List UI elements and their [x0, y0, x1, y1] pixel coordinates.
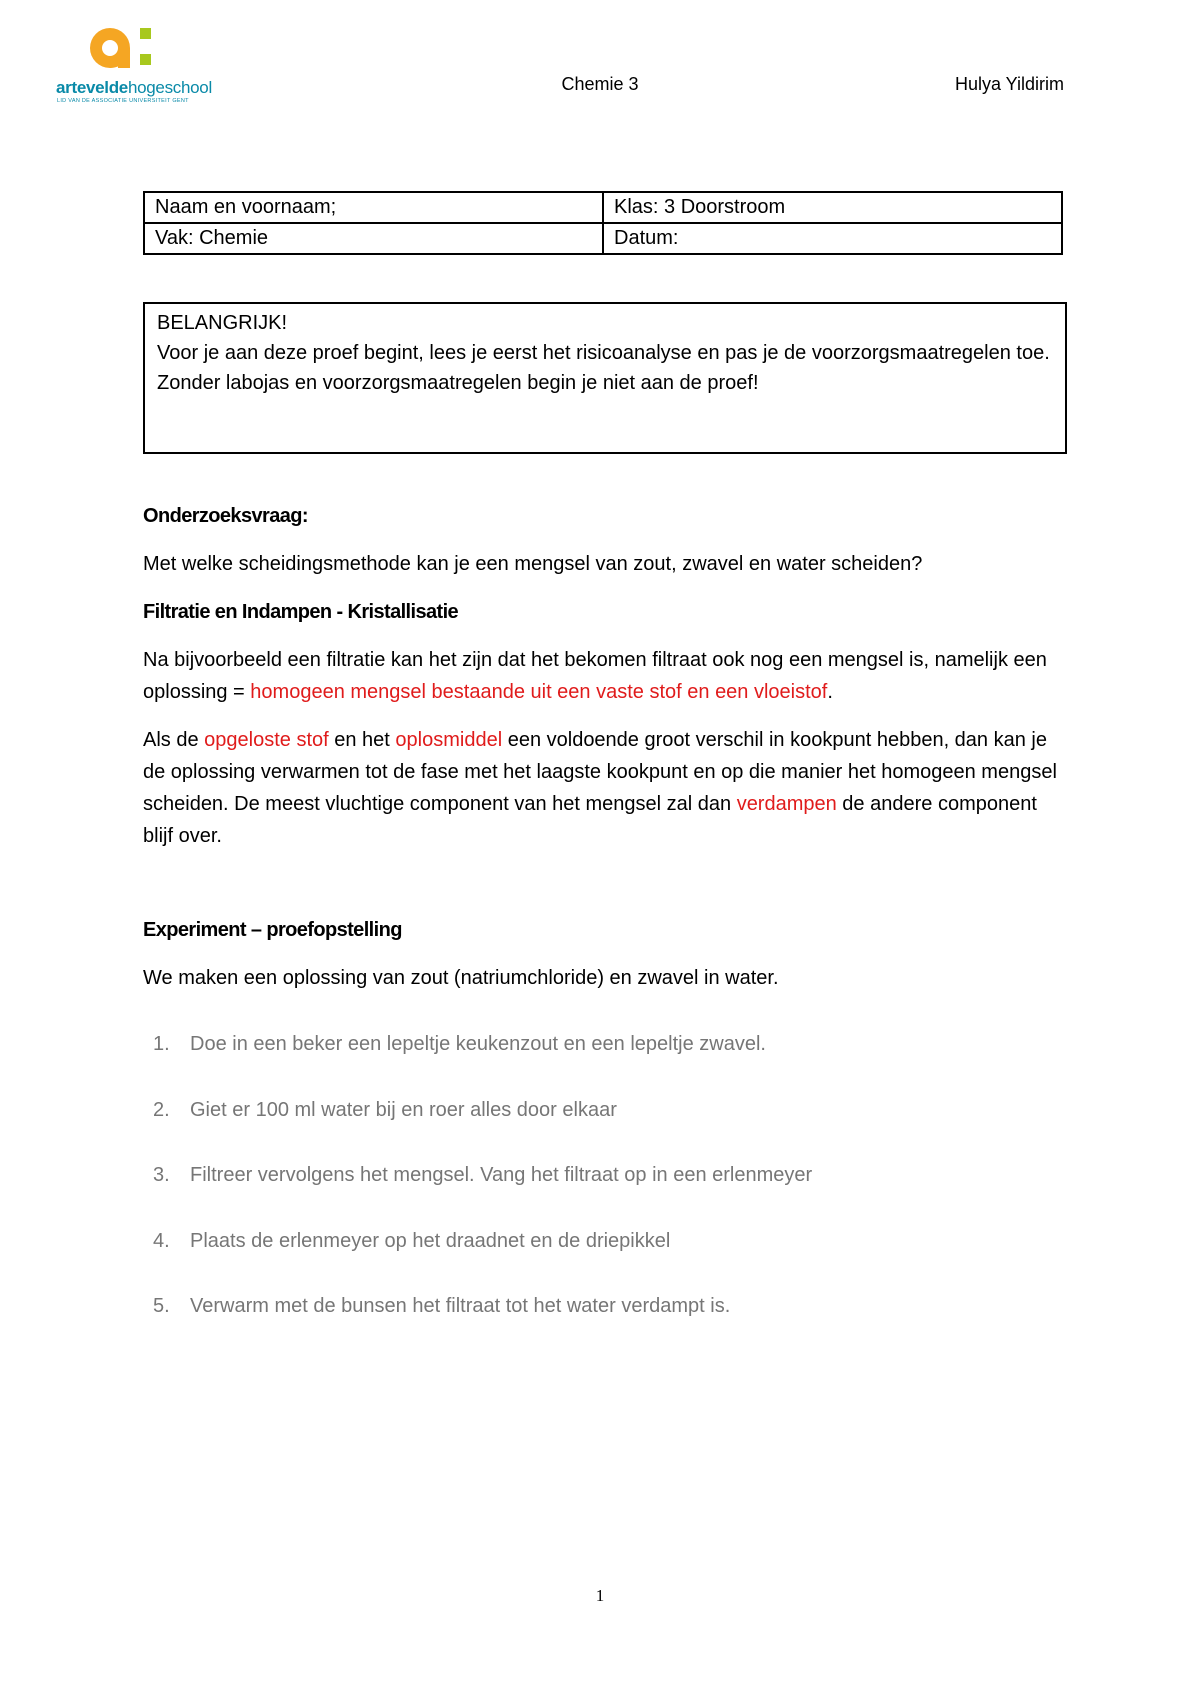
definition-highlight: homogeen mengsel bestaande uit een vaste stof en een vloeistof	[250, 681, 828, 703]
term-highlight: oplosmiddel	[395, 729, 503, 751]
experiment-heading: Experiment – proefopstelling	[143, 919, 402, 941]
list-item: 3. Filtreer vervolgens het mengsel. Vang het filtraat op in een erlenmeyer	[153, 1164, 813, 1186]
header-author: Hulya Yildirim	[954, 74, 1064, 94]
subject-field: Vak: Chemie	[144, 223, 603, 254]
logo-subtitle: LID VAN DE ASSOCIATIE UNIVERSITEIT GENT	[57, 98, 189, 104]
class-field: Klas: 3 Doorstroom	[603, 192, 1062, 223]
list-item: 1. Doe in een beker een lepeltje keukenzout en een lepeltje zwavel.	[153, 1033, 766, 1055]
name-field[interactable]: Naam en voornaam;	[144, 192, 603, 223]
section-heading: Filtratie en Indampen - Kristallisatie	[143, 601, 459, 623]
table-row	[144, 223, 1062, 254]
info-table	[143, 191, 1063, 255]
experiment-intro: We maken een oplossing van zout (natriumchloride) en zwavel in water.	[143, 967, 779, 989]
term-highlight: opgeloste stof	[204, 729, 329, 751]
steps-list	[143, 1028, 1063, 1356]
list-item: 5. Verwarm met de bunsen het filtraat tot het water verdampt is.	[153, 1295, 731, 1317]
date-field[interactable]: Datum:	[603, 223, 1062, 254]
term-highlight: verdampen	[736, 793, 837, 815]
main-content	[143, 500, 1063, 1356]
table-row	[144, 192, 1062, 223]
list-item: 4. Plaats de erlenmeyer op het draadnet en de driepikkel	[153, 1229, 671, 1252]
warning-title: BELANGRIJK!	[157, 312, 288, 334]
paragraph-filtration: Na bijvoorbeeld een filtratie kan het zijn dat het bekomen filtraat ook nog een mengsel is, namelijk een oplossing = homogeen mengsel bestaande uit een vaste stof en een vloeistof.	[143, 649, 1047, 703]
warning-text: Voor je aan deze proef begint, lees je eerst het risicoanalyse en pas je de voorzorgsmaatregelen toe. Zonder labojas en voorzorgsmaatregelen begin je niet aan de proef!	[157, 342, 1050, 394]
header-title: Chemie 3	[561, 74, 639, 94]
page-number: 1	[595, 1586, 605, 1605]
logo-wordmark: arteveldehogeschool	[56, 78, 212, 97]
logo-mark-icon	[88, 26, 198, 78]
paragraph-evaporation: Als de opgeloste stof en het oplosmiddel een voldoende groot verschil in kookpunt hebben, dan kan je de oplossing verwarmen tot de fase met het laagste kookpunt en op die manier het homogeen mengsel scheiden. De meest vluchtige component van het mengsel zal dan verdampen de andere component blijf over.	[143, 729, 1057, 847]
research-question: Met welke scheidingsmethode kan je een mengsel van zout, zwavel en water scheiden?	[143, 553, 923, 575]
list-item: 2. Giet er 100 ml water bij en roer alles door elkaar	[153, 1098, 617, 1121]
research-heading: Onderzoeksvraag:	[143, 505, 308, 527]
warning-box	[143, 302, 1067, 454]
